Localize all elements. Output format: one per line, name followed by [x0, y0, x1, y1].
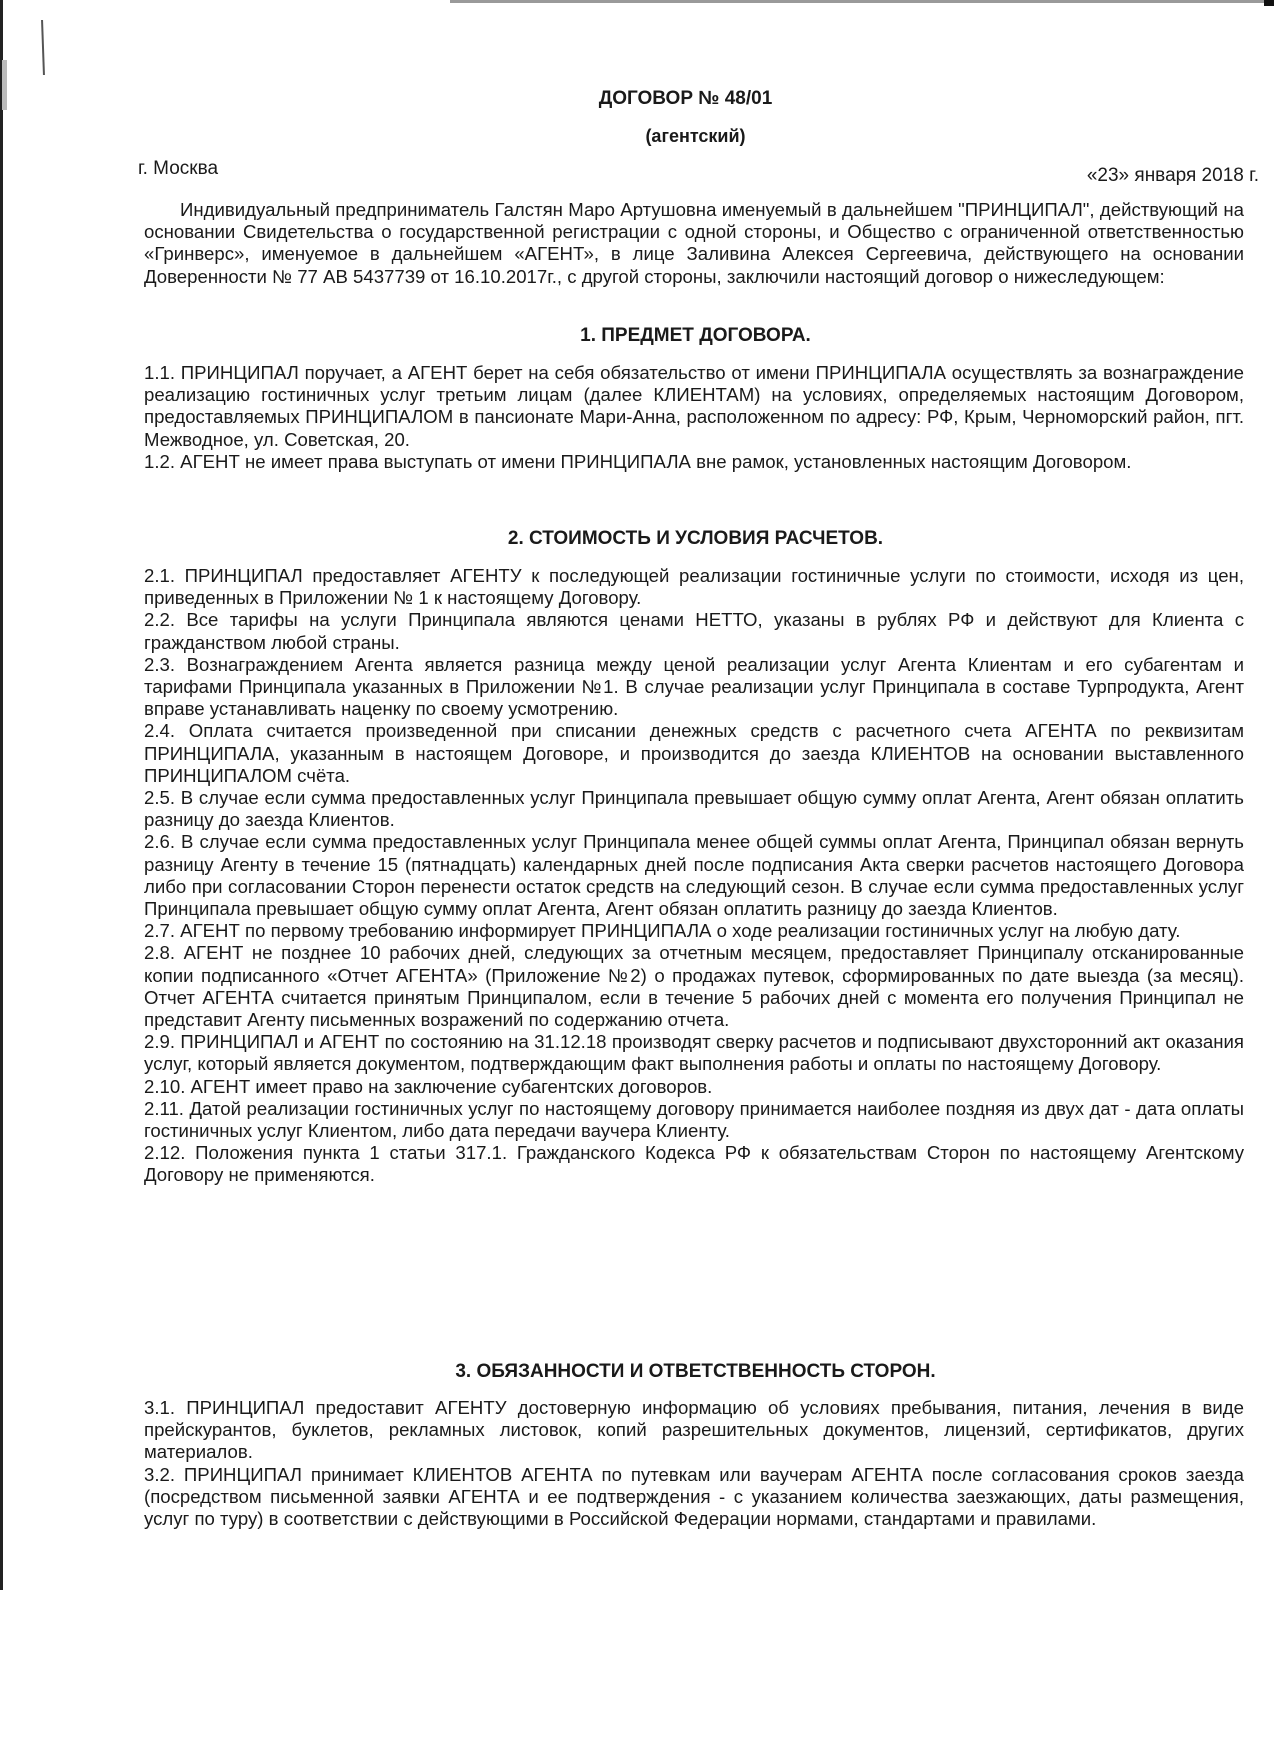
clause-2-5: 2.5. В случае если сумма предоставленных услуг Принципала превышает общую сумму оплат Агента, Агент обязан оплатить разницу до заезда Клиентов. [144, 787, 1244, 831]
clause-2-1: 2.1. ПРИНЦИПАЛ предоставляет АГЕНТУ к последующей реализации гостиничные услуги по стоимости, исходя из цен, приведенных в Приложении № 1 к настоящему Договору. [144, 565, 1244, 609]
document-title: ДОГОВОР № 48/01 [598, 88, 773, 109]
clause-2-11: 2.11. Датой реализации гостиничных услуг по настоящему договору принимается наиболее поздняя из двух дат - дата оплаты гостиничных услуг Клиентом, либо дата передачи ваучера Клиенту. [144, 1097, 1244, 1142]
clause-2-2: 2.2. Все тарифы на услуги Принципала являются ценами НЕТТО, указаны в рублях РФ и действуют для Клиента с гражданством любой страны. [144, 609, 1244, 653]
scan-edge-left [0, 0, 3, 1590]
scan-corner-mark [1264, 0, 1274, 6]
clause-2-4: 2.4. Оплата считается произведенной при списании денежных средств с расчетного счета АГЕНТА по реквизитам ПРИНЦИПАЛА, указанным в настоящем Договоре, и производится до заезда КЛИЕНТОВ на основании выставленного ПРИНЦИПАЛОМ счёта. [144, 720, 1244, 786]
clause-2-9: 2.9. ПРИНЦИПАЛ и АГЕНТ по состоянию на 31.12.18 производят сверку расчетов и подписывают двухсторонний акт оказания услуг, который является документом, подтверждающим факт выполнения работы и оплаты по настоящему Договору. [144, 1031, 1244, 1075]
section-2-body [144, 565, 1244, 1187]
pen-mark [41, 20, 45, 75]
intro-text: Индивидуальный предприниматель Галстян Маро Артушовна именуемый в дальнейшем "ПРИНЦИПАЛ", действующий на основании Свидетельства о государственной регистрации с одной стороны, и Общество с ограниченной ответственностью «Гринверс», именуемое в дальнейшем «АГЕНТ», в лице Заливина Алексея Сергеевича, действующего на основании Доверенности № 77 АВ 5437739 от 16.10.2017г., с другой стороны, заключили настоящий договор о нижеследующем: [144, 199, 1244, 287]
clause-3-2: 3.2. ПРИНЦИПАЛ принимает КЛИЕНТОВ АГЕНТА по путевкам или ваучерам АГЕНТА после согласования сроков заезда (посредством письменной заявки АГЕНТА и ее подтверждения - с указанием количества заезжающих, даты размещения, услуг по туру) в соответствии с действующими в Российской Федерации нормами, стандартами и правилами. [144, 1463, 1244, 1530]
clause-2-8: 2.8. АГЕНТ не позднее 10 рабочих дней, следующих за отчетным месяцем, предоставляет Принципалу отсканированные копии подписанного «Отчет АГЕНТА» (Приложение №2) о продажах путевок, сформированных по дате выезда (за месяц). Отчет АГЕНТА считается принятым Принципалом, если в течение 5 рабочих дней с момента его получения Принципал не представит Агенту письменных возражений по содержанию отчета. [144, 942, 1244, 1031]
section-3-body [144, 1397, 1244, 1530]
clause-3-1: 3.1. ПРИНЦИПАЛ предоставит АГЕНТУ достоверную информацию об условиях пребывания, питания, лечения в виде прейскурантов, буклетов, рекламных листовок, копий разрешительных документов, лицензий, сертификатов, других материалов. [144, 1397, 1244, 1463]
clause-1-1: 1.1. ПРИНЦИПАЛ поручает, а АГЕНТ берет на себя обязательство от имени ПРИНЦИПАЛА осуществлять за вознаграждение реализацию гостиничных услуг третьим лицам (далее КЛИЕНТАМ) на условиях, определяемых настоящим Договором, предоставляемых ПРИНЦИПАЛОМ в пансионате Мари-Анна, расположенном по адресу: РФ, Крым, Черноморский район, пгт. Межводное, ул. Советская, 20. [144, 362, 1244, 450]
section-1-body [144, 362, 1244, 473]
section-heading-2: 2. СТОИМОСТЬ И УСЛОВИЯ РАСЧЕТОВ. [507, 528, 884, 549]
document-city: г. Москва [138, 158, 219, 179]
clause-2-3: 2.3. Вознаграждением Агента является разница между ценой реализации услуг Агента Клиентам и его субагентам и тарифами Принципала указанных в Приложении №1. В случае реализации услуг Принципала в составе Турпродукта, Агент вправе устанавливать наценку по своему усмотрению. [144, 653, 1244, 720]
section-heading-3: 3. ОБЯЗАННОСТИ И ОТВЕТСТВЕННОСТЬ СТОРОН. [455, 1361, 936, 1382]
document-subtitle: (агентский) [645, 126, 746, 146]
scan-edge-top [450, 0, 1274, 3]
clause-2-7: 2.7. АГЕНТ по первому требованию информирует ПРИНЦИПАЛА о ходе реализации гостиничных услуг на любую дату. [144, 920, 1181, 942]
intro-paragraph [144, 199, 1244, 288]
clause-2-6: 2.6. В случае если сумма предоставленных услуг Принципала менее общей суммы оплат Агента, Принципал обязан вернуть разницу Агенту в течение 15 (пятнадцать) календарных дней после подписания Акта сверки расчетов настоящего Договора либо при согласовании Сторон перенести остаток средств на следующий сезон. В случае если сумма предоставленных услуг Принципала превышает общую сумму оплат Агента, Агент обязан оплатить разницу до заезда Клиентов. [144, 831, 1244, 920]
clause-2-12: 2.12. Положения пункта 1 статьи 317.1. Гражданского Кодекса РФ к обязательствам Сторон по настоящему Агентскому Договору не применяются. [144, 1142, 1244, 1186]
section-heading-1: 1. ПРЕДМЕТ ДОГОВОРА. [580, 325, 811, 346]
clause-2-10: 2.10. АГЕНТ имеет право на заключение субагентских договоров. [144, 1075, 713, 1097]
clause-1-2: 1.2. АГЕНТ не имеет права выступать от имени ПРИНЦИПАЛА вне рамок, установленных настоящим Договором. [144, 450, 1132, 472]
scan-artifact [2, 60, 7, 110]
document-date: «23» января 2018 г. [1086, 165, 1259, 186]
